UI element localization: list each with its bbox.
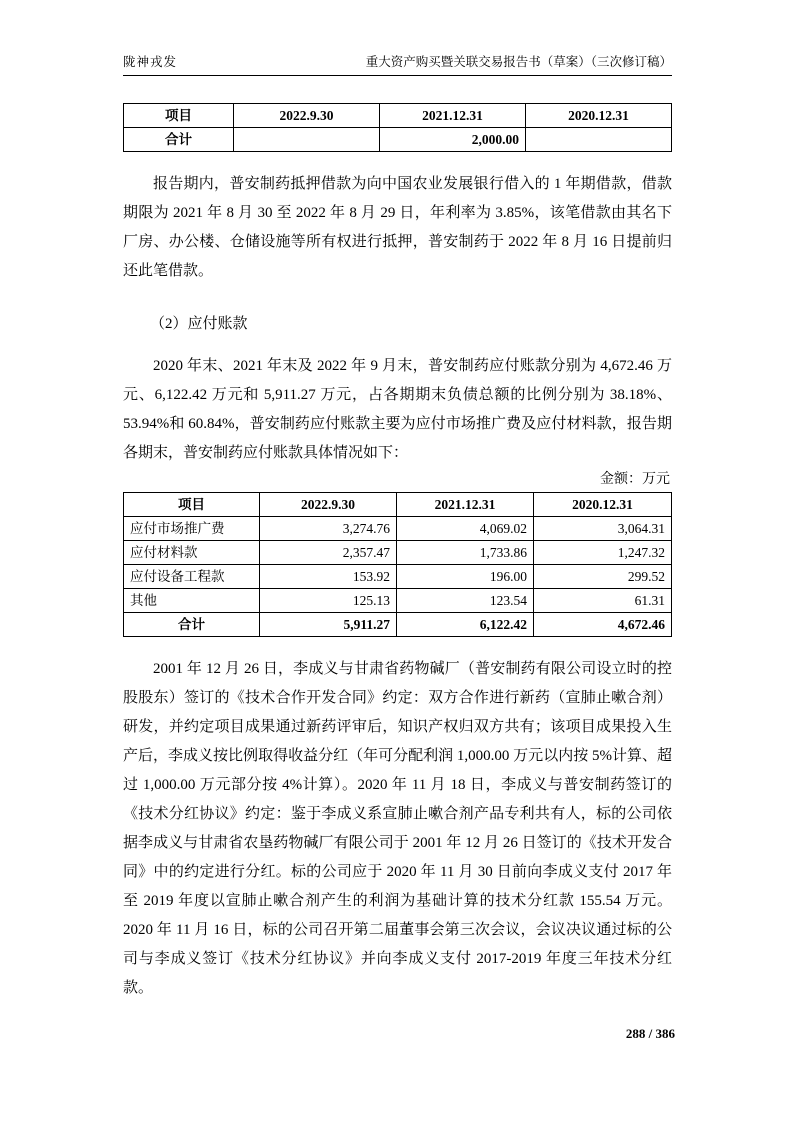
table-cell: 1,733.86: [397, 541, 534, 565]
table-cell: 3,274.76: [260, 517, 397, 541]
table-cell: 123.54: [397, 589, 534, 613]
table-cell: 4,069.02: [397, 517, 534, 541]
page-header: [123, 0, 672, 76]
table-row: [124, 589, 672, 613]
table-cell: 2,000.00: [380, 128, 526, 152]
row-label: 应付市场推广费: [124, 517, 260, 541]
table-cell: 3,064.31: [534, 517, 672, 541]
table-total-row: [124, 613, 672, 637]
table-cell: 153.92: [260, 565, 397, 589]
table-cell: 1,247.32: [534, 541, 672, 565]
table-row: [124, 517, 672, 541]
table-cell: 6,122.42: [397, 613, 534, 637]
table-cell: 5,911.27: [260, 613, 397, 637]
table-cell: 2,357.47: [260, 541, 397, 565]
table-header-row: [124, 493, 672, 517]
paragraph-payables-summary: 2020 年末、2021 年末及 2022 年 9 月末，普安制药应付账款分别为 4,672.46 万元、6,122.42 万元和 5,911.27 万元，占各期期末负债总额的比例分别为 38.18%、53.94%和 60.84%，普安制药应付账款主要为应付市场推广费及应付材料款，报告期各期末，普安制药应付账款具体情况如下：: [123, 358, 672, 461]
column-header: 2020.12.31: [534, 493, 672, 517]
column-header: 2022.9.30: [260, 493, 397, 517]
page-number: 288 / 386: [625, 1026, 675, 1041]
row-label: 合计: [124, 613, 260, 637]
row-label: 合计: [124, 128, 234, 152]
loan-summary-table: [123, 103, 672, 152]
paragraph-loan-description: 报告期内，普安制药抵押借款为向中国农业发展银行借入的 1 年期借款，借款期限为 2021 年 8 月 30 至 2022 年 8 月 29 日，年利率为 3.85%，该笔借款由其名下厂房、办公楼、仓储设施等所有权进行抵押，普安制药于 2022 年 8 月 16 日提前归还此笔借款。: [123, 176, 672, 279]
table-header-row: [124, 104, 672, 128]
column-header: 项目: [124, 493, 260, 517]
column-header: 2022.9.30: [234, 104, 380, 128]
table-cell: [526, 128, 672, 152]
header-report-title: 重大资产购买暨关联交易报告书（草案）（三次修订稿）: [365, 55, 672, 69]
header-company-name: 陇神戎发: [123, 55, 178, 69]
row-label: 其他: [124, 589, 260, 613]
column-header: 2020.12.31: [526, 104, 672, 128]
table-cell: 299.52: [534, 565, 672, 589]
table-row: [124, 541, 672, 565]
row-label: 应付材料款: [124, 541, 260, 565]
column-header: 2021.12.31: [380, 104, 526, 128]
table-cell: 61.31: [534, 589, 672, 613]
table-total-row: [124, 128, 672, 152]
table-cell: 196.00: [397, 565, 534, 589]
paragraph-technical-dividend: 2001 年 12 月 26 日，李成义与甘肃省药物碱厂（普安制药有限公司设立时的控股股东）签订的《技术合作开发合同》约定：双方合作进行新药（宣肺止嗽合剂）研发，并约定项目成果通过新药评审后，知识产权归双方共有；该项目成果投入生产后，李成义按比例取得收益分红（年可分配利润 1,000.00 万元以内按 5%计算、超过 1,000.00 万元部分按 4%计算）。2020 年 11 月 18 日，李成义与普安制药签订的《技术分红协议》约定：鉴于李成义系宣肺止嗽合剂产品专利共有人，标的公司依据李成义与甘肃省农垦药物碱厂有限公司于 2001 年 12 月 26 日签订的《技术开发合同》中的约定进行分红。标的公司应于 2020 年 11 月 30 日前向李成义支付 2017 年至 2019 年度以宣肺止嗽合剂产生的利润为基础计算的技术分红款 155.54 万元。2020 年 11 月 16 日，标的公司召开第二届董事会第三次会议，会议决议通过标的公司与李成义签订《技术分红协议》并向李成义支付 2017-2019 年度三年技术分红款。: [123, 661, 672, 996]
table-cell: 4,672.46: [534, 613, 672, 637]
column-header: 项目: [124, 104, 234, 128]
table-cell: [234, 128, 380, 152]
column-header: 2021.12.31: [397, 493, 534, 517]
table-row: [124, 565, 672, 589]
table-cell: 125.13: [260, 589, 397, 613]
section-heading-accounts-payable: （2）应付账款: [150, 316, 248, 332]
table-unit-label: 金额：万元: [600, 472, 670, 487]
row-label: 应付设备工程款: [124, 565, 260, 589]
accounts-payable-table: [123, 492, 672, 637]
